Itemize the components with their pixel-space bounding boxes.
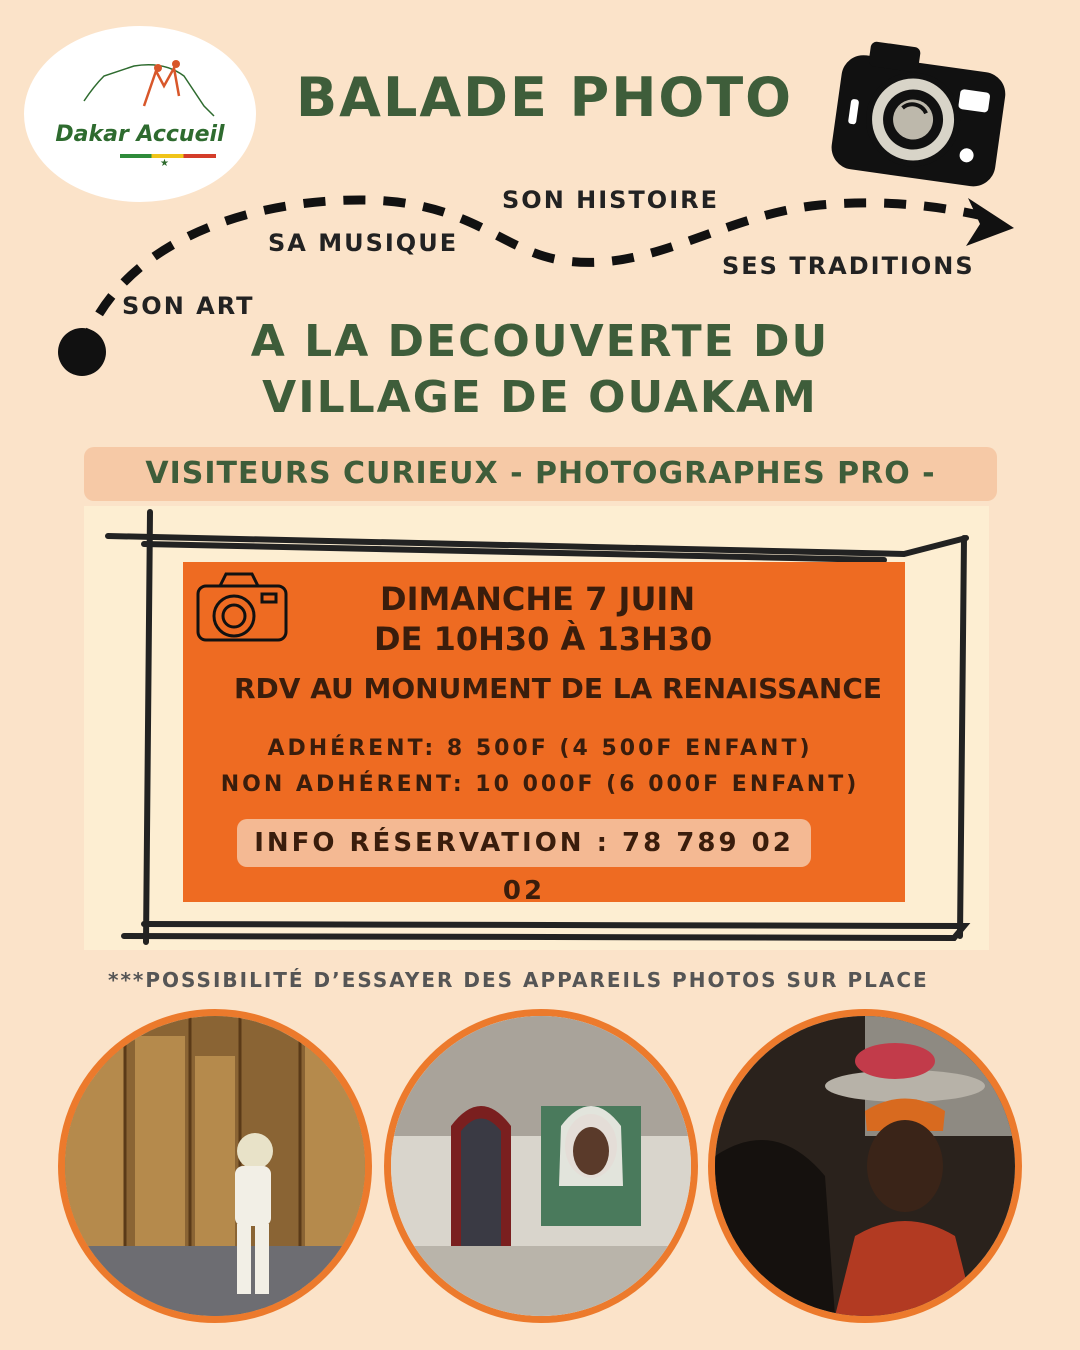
audience-banner: VISITEURS CURIEUX - PHOTOGRAPHES PRO - bbox=[84, 447, 997, 501]
journey-step-history: SON HISTOIRE bbox=[502, 186, 720, 214]
photo-wooden-interior bbox=[58, 1009, 372, 1323]
price-non-member: NON ADHÉRENT: 10 000F (6 000F ENFANT) bbox=[220, 772, 860, 797]
photo-woman-carrying-basin bbox=[708, 1009, 1022, 1323]
senegal-map-icon bbox=[74, 46, 224, 126]
logo-text: Dakar Accueil bbox=[55, 122, 225, 147]
camera-outline-icon bbox=[190, 566, 292, 646]
subtitle bbox=[0, 314, 1080, 426]
subtitle-line-2: VILLAGE DE OUAKAM bbox=[262, 372, 818, 423]
event-date: DIMANCHE 7 JUIN bbox=[380, 580, 696, 618]
logo bbox=[24, 26, 256, 202]
price-member: ADHÉRENT: 8 500F (4 500F ENFANT) bbox=[267, 736, 813, 761]
journey-step-music: SA MUSIQUE bbox=[268, 229, 459, 257]
subtitle-line-1: A LA DECOUVERTE DU bbox=[250, 316, 830, 367]
meeting-point: RDV AU MONUMENT DE LA RENAISSANCE bbox=[233, 672, 883, 705]
camera-icon bbox=[822, 38, 1012, 188]
journey-step-traditions: SES TRADITIONS bbox=[722, 252, 975, 280]
journey-step-art: SON ART bbox=[122, 292, 255, 320]
photo-street-portrait bbox=[384, 1009, 698, 1323]
star-icon: ★ bbox=[160, 158, 169, 169]
reservation-info: INFO RÉSERVATION : 78 789 02 02 bbox=[237, 819, 811, 867]
event-time: DE 10H30 À 13H30 bbox=[374, 620, 713, 658]
camera-trial-note: ***POSSIBILITÉ D’ESSAYER DES APPAREILS PHOTOS SUR PLACE bbox=[108, 968, 929, 992]
page-title: BALADE PHOTO bbox=[296, 66, 794, 129]
